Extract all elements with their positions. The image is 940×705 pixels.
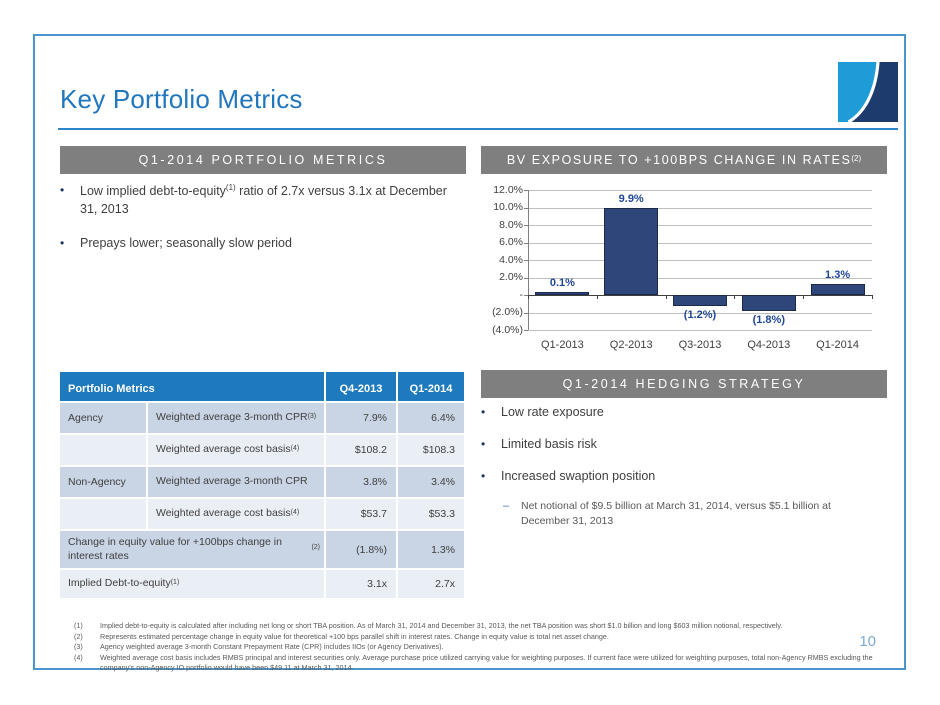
footnote-number: (2) [74,631,83,641]
bar [742,295,796,311]
row-q1-value: 6.4% [398,403,464,433]
y-axis-tick-label: (4.0%) [492,323,523,336]
table-header-row [60,372,466,401]
text-segment: Weighted average 3-month CPR [156,411,308,424]
footnote-number: (3) [74,642,83,652]
y-axis-tick-label: 8.0% [499,218,523,231]
category-label: Q1-2013 [540,339,584,351]
bullet-text [501,468,881,486]
table-row [60,499,466,529]
section-header-portfolio-metrics [60,146,466,174]
section-header-text: Q1-2014 HEDGING STRATEGY [562,377,806,391]
row-metric-cell [148,435,324,465]
x-axis-tick [803,295,804,299]
bullet-item [481,436,881,454]
section-header-bv-exposure [481,146,887,174]
page-title: Key Portfolio Metrics [60,84,303,114]
bar [535,292,589,295]
gridline [528,190,872,191]
footnote-text: Implied debt-to-equity is calculated after including net long or short TBA position. As of March 31, 2014 and December 31, 2013, the net TBA position was short $1.0 billion and long $603 million notional, respectively. [100,621,783,630]
table-header-label: Portfolio Metrics [60,372,324,401]
table-row [60,531,466,568]
text-segment: Low implied debt-to-equity [80,184,226,199]
row-q4-value: $108.2 [326,435,396,465]
bullet-dot-icon: • [481,436,486,451]
bullet-text [80,182,452,219]
bullet-group [60,182,452,219]
gridline [528,208,872,209]
text-segment: Implied Debt-to-equity [68,577,171,590]
row-q4-value: 3.1x [326,570,396,598]
text-segment: Low rate exposure [501,405,604,419]
footnote-ref: (4) [290,444,300,452]
row-q1-value: 1.3% [398,531,464,568]
row-q4-value: 7.9% [326,403,396,433]
bullet-dot-icon: • [481,468,486,483]
bullet-dot-icon: • [60,235,65,250]
bullet-group [481,468,881,529]
table-row [60,403,466,433]
footnote-item [74,621,874,631]
bullet-item [60,182,452,219]
footnote-ref: (4) [290,508,300,516]
table-header-q4: Q4-2013 [326,372,396,401]
footnote-item [74,653,874,672]
text-segment: Net notional of $9.5 billion at March 31, 2014, versus $5.1 billion at December 31, 2013 [521,500,831,527]
company-logo-icon [838,62,898,122]
sub-bullet-text [521,499,881,528]
row-metric-cell [148,403,324,433]
bullet-item [481,404,881,422]
footnote-ref: (1) [170,578,180,586]
y-axis-tick [524,330,528,331]
y-axis-line [528,190,529,330]
table-header-q1: Q1-2014 [398,372,464,401]
footnote-text: Represents estimated percentage change in equity value for theoretical +100 bps parallel shift in interest rates. Change in equity value is total net asset change. [100,631,609,641]
bullet-text [501,436,881,454]
row-q4-value: (1.8%) [326,531,396,568]
row-q1-value: 3.4% [398,467,464,497]
bar [811,284,865,295]
bar-value-label: (1.8%) [752,313,785,326]
portfolio-metrics-bullets [60,182,452,268]
row-q1-value: 2.7x [398,570,464,598]
bar-value-label: 1.3% [825,268,851,281]
text-segment: Weighted average 3-month CPR [156,475,308,488]
x-axis-tick [597,295,598,299]
row-metric-cell [148,467,324,497]
y-axis-tick-label: (2.0%) [492,306,523,318]
gridline [528,243,872,244]
bullet-group [481,436,881,454]
section-header-footnote-ref: (2) [851,153,862,163]
row-metric-cell [148,499,324,529]
dash-icon: – [503,500,510,513]
x-axis-tick [734,295,735,299]
bv-exposure-bar-chart [481,178,887,360]
bullet-text [80,235,452,253]
x-axis-tick [872,295,873,299]
text-segment: Weighted average cost basis [156,443,291,456]
table-row [60,570,466,598]
bar-value-label: (1.2%) [683,308,717,321]
x-axis-tick [666,295,667,299]
gridline [528,225,872,226]
gridline [528,260,872,261]
x-axis-tick [528,295,529,299]
text-segment: Change in equity value for +100bps change in interest rates [68,536,282,562]
row-q1-value: $53.3 [398,499,464,529]
footnote-text: Agency weighted average 3-month Constant Prepayment Rate (CPR) includes IIOs (or Agency Derivatives). [100,642,444,652]
category-label: Q2-2013 [609,339,653,351]
sub-bullet-item [503,499,881,528]
category-label: Q1-2014 [816,339,859,351]
text-segment: Weighted average cost basis [156,507,291,520]
row-group-cell: Agency [60,403,146,433]
text-segment: ratio of 2.7x versus 3.1x at December 31, 2013 [80,184,447,216]
row-group-cell: Non-Agency [60,467,146,497]
footnote-number: (4) [74,653,83,663]
bullet-dot-icon: • [60,183,65,197]
row-label-cell [60,570,324,598]
text-segment: Limited basis risk [501,436,597,451]
row-label-cell [60,531,324,568]
row-group-cell [60,435,146,465]
footnotes [74,621,874,674]
y-axis-tick-label: 4.0% [499,253,523,266]
bullet-group [60,235,452,253]
row-q4-value: 3.8% [326,467,396,497]
gridline [528,330,872,331]
footnote-ref: (2) [311,544,320,552]
footnote-item [74,632,874,642]
footnote-ref: (3) [307,412,317,420]
y-axis-tick-label: - [519,288,523,301]
table-row [60,467,466,497]
portfolio-metrics-table [60,372,466,600]
hedging-strategy-bullets [481,404,881,529]
text-segment: Increased swaption position [501,468,656,483]
y-axis-tick-label: 12.0% [493,183,523,196]
table-row [60,435,466,465]
bar [673,295,727,306]
y-axis-tick-label: 6.0% [499,236,523,248]
section-header-text: BV EXPOSURE TO +100BPS CHANGE IN RATES [506,153,852,167]
bar-value-label: 0.1% [549,277,575,289]
category-label: Q4-2013 [747,339,791,351]
bar [604,208,658,295]
section-header-text: Q1-2014 PORTFOLIO METRICS [138,153,388,167]
footnote-text: Weighted average cost basis includes RMBS principal and interest securities only. Average purchase price utilized carrying value for weighting purposes. If current face were utilized for weighting purposes, total non-Agency RMBS excluding the company’s non-Agency IO portfolio would have been $49.11 at March 31, 2014. [100,653,873,672]
footnote-item [74,642,874,652]
category-label: Q3-2013 [678,339,722,351]
title-rule [58,128,898,130]
text-segment: Prepays lower; seasonally slow period [80,235,292,250]
bullet-group [481,404,881,422]
bar-value-label: 9.9% [618,193,644,206]
row-group-cell [60,499,146,529]
y-axis-tick-label: 10.0% [493,201,523,213]
footnote-ref: (1) [225,183,236,192]
page-number: 10 [859,633,876,650]
row-q1-value: $108.3 [398,435,464,465]
row-q4-value: $53.7 [326,499,396,529]
bullet-text [501,404,881,422]
section-header-hedging-strategy [481,370,887,398]
bullet-item [481,468,881,486]
footnote-number: (1) [74,621,83,630]
y-axis-tick-label: 2.0% [499,271,523,283]
bullet-item [60,235,452,253]
bullet-dot-icon: • [481,405,486,419]
